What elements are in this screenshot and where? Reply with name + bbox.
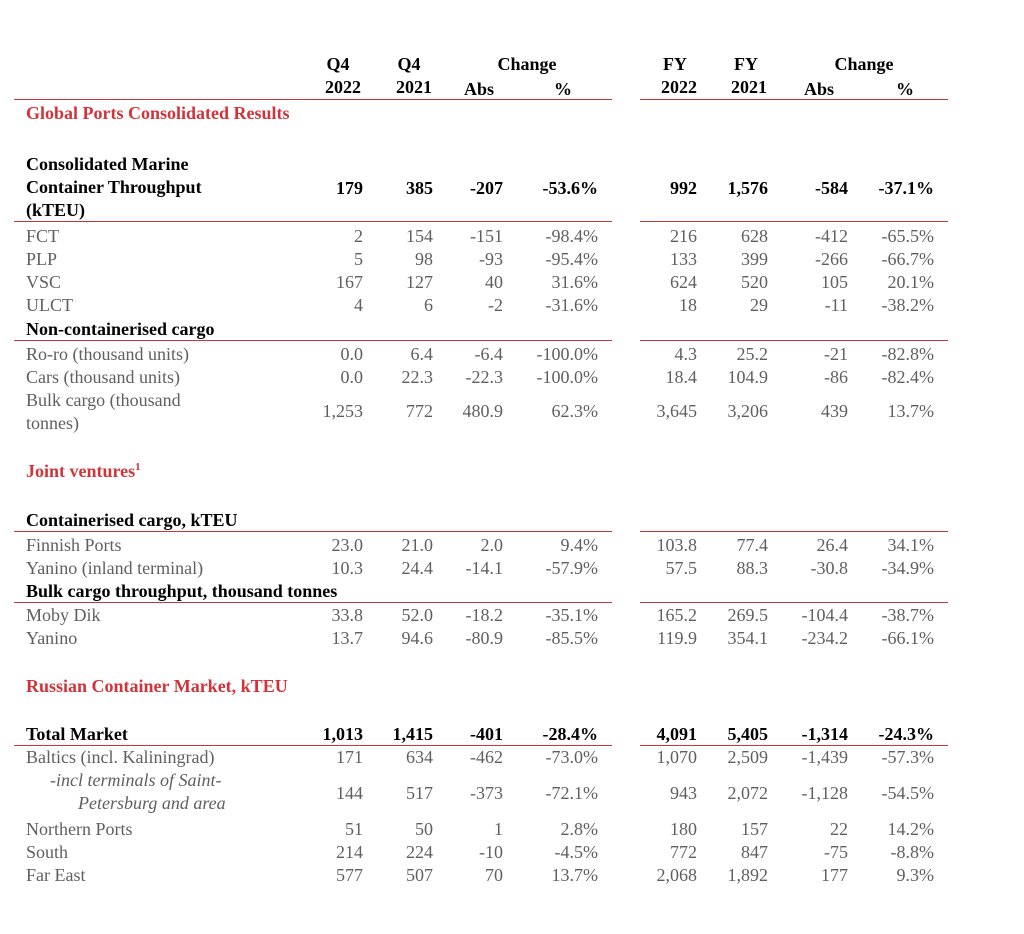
row-label: Yanino xyxy=(26,628,78,648)
rule-cont-cargo-r xyxy=(640,531,948,532)
col-q4-2021-top: Q4 xyxy=(397,54,421,74)
cell-value: -584 xyxy=(815,178,848,198)
cell-value: 29 xyxy=(750,295,768,315)
cell-value: -6.4 xyxy=(474,344,503,364)
row-label: Cars (thousand units) xyxy=(26,367,180,387)
cell-value: 24.4 xyxy=(401,558,433,578)
cell-value: 628 xyxy=(741,226,768,246)
row-label: Northern Ports xyxy=(26,819,133,839)
cell-value: -38.7% xyxy=(881,605,934,625)
cell-value: 105 xyxy=(821,272,848,292)
cell-value: 5,405 xyxy=(727,724,768,744)
cell-value: 4 xyxy=(354,295,363,315)
row-label: South xyxy=(26,842,69,862)
cell-value: -401 xyxy=(470,724,503,744)
cell-value: -462 xyxy=(470,747,503,767)
cell-value: 2,509 xyxy=(727,747,768,767)
col-pct-fy: % xyxy=(896,79,914,99)
cell-value: 1,892 xyxy=(727,865,768,885)
cell-value: 177 xyxy=(821,865,848,885)
group-containerised-cargo: Containerised cargo, kTEU xyxy=(26,510,238,530)
cell-value: 2 xyxy=(354,226,363,246)
cell-value: 520 xyxy=(741,272,768,292)
cell-value: -4.5% xyxy=(554,842,598,862)
cell-value: 52.0 xyxy=(401,605,433,625)
cell-value: -10 xyxy=(479,842,503,862)
cell-value: 104.9 xyxy=(727,367,768,387)
row-label: VSC xyxy=(26,272,62,292)
cell-value: 1,576 xyxy=(727,178,768,198)
cell-value: 439 xyxy=(821,401,848,421)
cell-value: 25.2 xyxy=(736,344,768,364)
cell-value: -72.1% xyxy=(545,783,598,803)
cell-value: 154 xyxy=(406,226,433,246)
col-fy-2021-year: 2021 xyxy=(731,77,767,97)
cell-value: -1,128 xyxy=(801,783,848,803)
cell-value: -207 xyxy=(470,178,503,198)
cell-value: -34.9% xyxy=(881,558,934,578)
cell-value: 23.0 xyxy=(331,535,363,555)
col-change-q4: Change xyxy=(497,54,557,74)
cell-value: 103.8 xyxy=(656,535,697,555)
row-label: -incl terminals of Saint- xyxy=(50,770,222,790)
cell-value: 165.2 xyxy=(656,605,697,625)
cell-value: 34.1% xyxy=(887,535,934,555)
cell-value: 119.9 xyxy=(657,628,697,648)
cell-value: 10.3 xyxy=(331,558,363,578)
section-global-ports: Global Ports Consolidated Results xyxy=(26,103,290,123)
cell-value: 2,068 xyxy=(656,865,697,885)
header-rule-right xyxy=(640,99,948,100)
group-non-containerised: Non-containerised cargo xyxy=(26,319,215,339)
cell-value: 399 xyxy=(741,249,768,269)
cell-value: 385 xyxy=(406,178,433,198)
cell-value: 13.7 xyxy=(331,628,363,648)
row-label: Container Throughput xyxy=(26,177,202,197)
cell-value: 50 xyxy=(415,819,433,839)
rule-noncont-l xyxy=(14,340,612,341)
cell-value: -100.0% xyxy=(536,344,598,364)
row-label: Far East xyxy=(26,865,86,885)
cell-value: 18.4 xyxy=(665,367,697,387)
cell-value: -373 xyxy=(470,783,503,803)
cell-value: 57.5 xyxy=(665,558,697,578)
cell-value: -412 xyxy=(815,226,848,246)
cell-value: -95.4% xyxy=(545,249,598,269)
cell-value: 167 xyxy=(336,272,363,292)
cell-value: -24.3% xyxy=(878,724,934,744)
cell-value: -30.8 xyxy=(810,558,848,578)
cell-value: 21.0 xyxy=(401,535,433,555)
cell-value: 171 xyxy=(336,747,363,767)
cell-value: -22.3 xyxy=(465,367,503,387)
cell-value: 624 xyxy=(670,272,697,292)
cell-value: 157 xyxy=(741,819,768,839)
cell-value: -86 xyxy=(824,367,848,387)
cell-value: 51 xyxy=(345,819,363,839)
cell-value: 13.7% xyxy=(887,401,934,421)
rule-noncont-r xyxy=(640,340,948,341)
cell-value: 14.2% xyxy=(887,819,934,839)
cell-value: -66.1% xyxy=(881,628,934,648)
cell-value: -38.2% xyxy=(881,295,934,315)
rule-consolidated-r xyxy=(640,221,948,222)
cell-value: -1,314 xyxy=(801,724,848,744)
cell-value: 133 xyxy=(670,249,697,269)
cell-value: 31.6% xyxy=(551,272,598,292)
cell-value: -75 xyxy=(824,842,848,862)
row-label: FCT xyxy=(26,226,60,246)
cell-value: 3,645 xyxy=(656,401,697,421)
col-q4-2021-year: 2021 xyxy=(396,77,432,97)
col-pct-q4: % xyxy=(554,79,572,99)
cell-value: 4,091 xyxy=(656,724,697,744)
cell-value: 88.3 xyxy=(736,558,768,578)
cell-value: 5 xyxy=(354,249,363,269)
cell-value: -80.9 xyxy=(465,628,503,648)
cell-value: 507 xyxy=(406,865,433,885)
row-label: ULCT xyxy=(26,295,73,315)
cell-value: -21 xyxy=(824,344,848,364)
cell-value: 40 xyxy=(485,272,503,292)
cell-value: 1,070 xyxy=(656,747,697,767)
cell-value: 180 xyxy=(670,819,697,839)
row-label: Yanino (inland terminal) xyxy=(26,558,204,578)
col-fy-2022-top: FY xyxy=(663,54,687,74)
col-q4-2022-top: Q4 xyxy=(326,54,350,74)
cell-value: 179 xyxy=(336,178,363,198)
cell-value: 2,072 xyxy=(727,783,768,803)
cell-value: 634 xyxy=(406,747,433,767)
cell-value: 9.4% xyxy=(560,535,598,555)
cell-value: -100.0% xyxy=(536,367,598,387)
cell-value: 1 xyxy=(494,819,503,839)
row-label: Total Market xyxy=(26,724,128,744)
cell-value: -14.1 xyxy=(465,558,503,578)
cell-value: 269.5 xyxy=(727,605,768,625)
cell-value: 992 xyxy=(670,178,697,198)
cell-value: -53.6% xyxy=(542,178,598,198)
cell-value: 577 xyxy=(336,865,363,885)
row-label: Finnish Ports xyxy=(26,535,122,555)
cell-value: -57.9% xyxy=(545,558,598,578)
cell-value: 13.7% xyxy=(551,865,598,885)
row-label: (kTEU) xyxy=(26,200,86,220)
cell-value: 2.0 xyxy=(480,535,503,555)
cell-value: 354.1 xyxy=(727,628,768,648)
cell-value: 3,206 xyxy=(727,401,768,421)
cell-value: -266 xyxy=(815,249,848,269)
cell-value: -234.2 xyxy=(801,628,848,648)
cell-value: 0.0 xyxy=(340,344,363,364)
row-label: Baltics (incl. Kaliningrad) xyxy=(26,747,215,767)
col-fy-2022-year: 2022 xyxy=(661,77,697,97)
row-label: Consolidated Marine xyxy=(26,154,189,174)
cell-value: 1,253 xyxy=(322,401,363,421)
cell-value: -37.1% xyxy=(878,178,934,198)
cell-value: 517 xyxy=(406,783,433,803)
cell-value: 216 xyxy=(670,226,697,246)
cell-value: 224 xyxy=(406,842,433,862)
rule-bulk-l xyxy=(14,602,612,603)
group-bulk-throughput: Bulk cargo throughput, thousand tonnes xyxy=(26,581,338,601)
cell-value: 0.0 xyxy=(340,367,363,387)
cell-value: 98 xyxy=(415,249,433,269)
cell-value: 772 xyxy=(406,401,433,421)
cell-value: 70 xyxy=(485,865,503,885)
cell-value: -35.1% xyxy=(545,605,598,625)
cell-value: 772 xyxy=(670,842,697,862)
header-rule-left xyxy=(14,99,612,100)
row-label: Petersburg and area xyxy=(78,793,226,813)
cell-value: -54.5% xyxy=(881,783,934,803)
cell-value: -85.5% xyxy=(545,628,598,648)
cell-value: -1,439 xyxy=(801,747,848,767)
cell-value: 18 xyxy=(679,295,697,315)
cell-value: -28.4% xyxy=(542,724,598,744)
cell-value: 1,013 xyxy=(322,724,363,744)
cell-value: 20.1% xyxy=(887,272,934,292)
col-abs-q4: Abs xyxy=(464,79,495,99)
cell-value: 4.3 xyxy=(674,344,697,364)
cell-value: 480.9 xyxy=(462,401,503,421)
cell-value: -65.5% xyxy=(881,226,934,246)
section-russian-market: Russian Container Market, kTEU xyxy=(26,676,288,696)
cell-value: 26.4 xyxy=(816,535,848,555)
col-fy-2021-top: FY xyxy=(734,54,758,74)
cell-value: 1,415 xyxy=(392,724,433,744)
cell-value: 9.3% xyxy=(896,865,934,885)
cell-value: -2 xyxy=(488,295,503,315)
row-label: Moby Dik xyxy=(26,605,101,625)
cell-value: 62.3% xyxy=(551,401,598,421)
cell-value: 144 xyxy=(336,783,363,803)
cell-value: -73.0% xyxy=(545,747,598,767)
cell-value: 214 xyxy=(336,842,363,862)
cell-value: 33.8 xyxy=(331,605,363,625)
rule-consolidated-l xyxy=(14,221,612,222)
cell-value: -82.8% xyxy=(881,344,934,364)
cell-value: -18.2 xyxy=(465,605,503,625)
cell-value: 2.8% xyxy=(560,819,598,839)
row-label: Bulk cargo (thousand xyxy=(26,390,181,410)
cell-value: 94.6 xyxy=(401,628,433,648)
cell-value: 127 xyxy=(406,272,433,292)
rule-cont-cargo-l xyxy=(14,531,612,532)
cell-value: -151 xyxy=(470,226,503,246)
cell-value: -82.4% xyxy=(881,367,934,387)
row-label: tonnes) xyxy=(26,413,79,433)
cell-value: -93 xyxy=(479,249,503,269)
col-abs-fy: Abs xyxy=(804,79,835,99)
section-joint-ventures: Joint ventures$^1$ xyxy=(26,461,141,481)
cell-value: -57.3% xyxy=(881,747,934,767)
cell-value: -66.7% xyxy=(881,249,934,269)
cell-value: -8.8% xyxy=(890,842,934,862)
cell-value: -104.4 xyxy=(801,605,848,625)
col-q4-2022-year: 2022 xyxy=(325,77,361,97)
cell-value: 77.4 xyxy=(736,535,768,555)
row-label: PLP xyxy=(26,249,58,269)
cell-value: -98.4% xyxy=(545,226,598,246)
row-label: Ro-ro (thousand units) xyxy=(26,344,189,364)
cell-value: 6 xyxy=(424,295,433,315)
cell-value: 6.4 xyxy=(410,344,433,364)
col-change-fy: Change xyxy=(834,54,894,74)
cell-value: 847 xyxy=(741,842,768,862)
cell-value: 943 xyxy=(670,783,697,803)
cell-value: 22 xyxy=(830,819,848,839)
cell-value: -11 xyxy=(824,295,848,315)
rule-bulk-r xyxy=(640,602,948,603)
cell-value: 22.3 xyxy=(401,367,433,387)
cell-value: -31.6% xyxy=(545,295,598,315)
